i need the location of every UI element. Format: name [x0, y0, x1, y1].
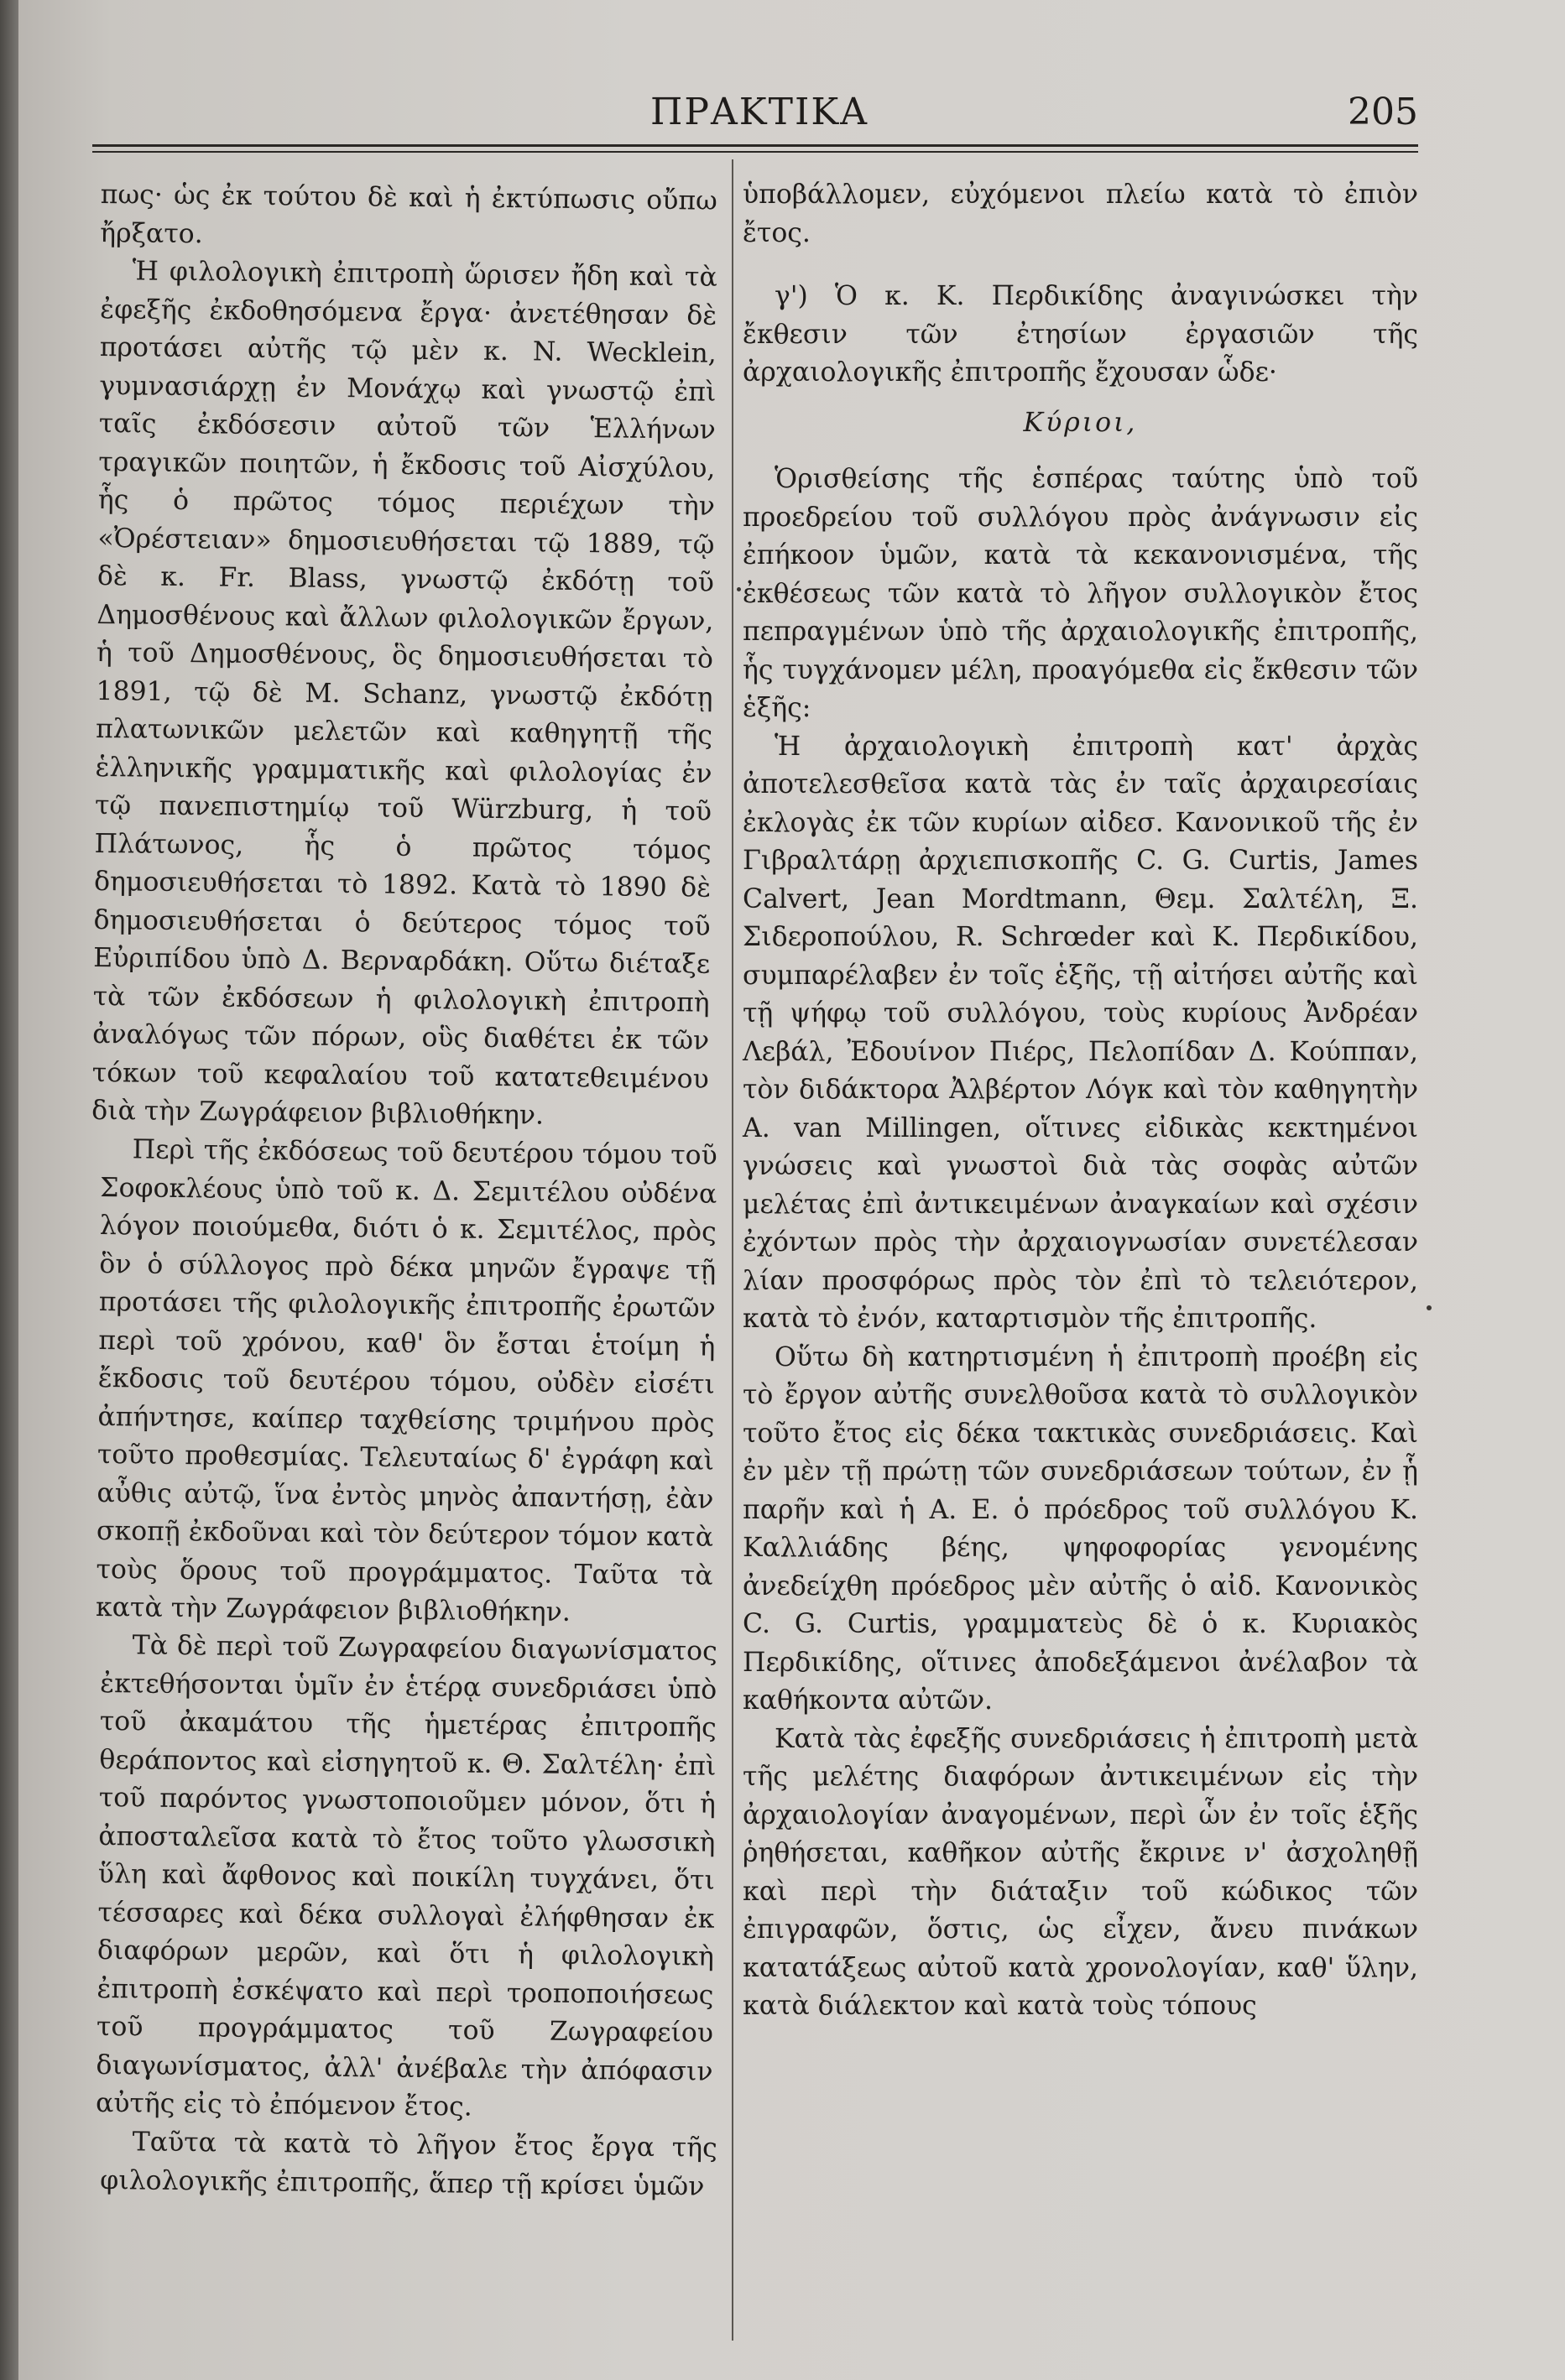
paragraph: Οὕτω δὴ κατηρτισμένη ἡ ἐπιτροπὴ προέβη εἰς τὸ ἔργον αὐτῆς συνελθοῦσα κατὰ τὸ συλλογικὸν τοῦτο ἔτος εἰς δέκα τακτικὰς συνεδριάσεις. Καὶ ἐν μὲν τῇ πρώτῃ τῶν συνεδριάσεων τούτων, ἐν ᾗ παρῆν καὶ ἡ Α. Ε. ὁ πρόεδρος τοῦ συλλόγου Κ. Καλλιάδης βέης, ψηφοφορίας γενομένης ἀνεδείχθη πρόεδρος μὲν αὐτῆς ὁ αἰδ. Κανονικὸς C. G. Curtis, γραμματεὺς δὲ ὁ κ. Κυριακὸς Περδικίδης, οἵτινες ἀποδεξάμενοι ἀνέλαβον τὰ καθήκοντα αὐτῶν.	[743, 1341, 1418, 1716]
report-intro: γ') Ὁ κ. Κ. Περδικίδης ἀναγινώσκει τὴν ἔκθεσιν τῶν ἐτησίων ἐργασιῶν τῆς ἀρχαιολογικῆς ἐπιτροπῆς ἔχουσαν ὧδε·	[743, 281, 1418, 388]
left-column	[91, 174, 717, 2201]
running-title: ΠΡΑΚΤΙΚΑ	[650, 91, 869, 133]
paragraph: Ἡ φιλολογικὴ ἐπιτροπὴ ὥρισεν ἤδη καὶ τὰ ἐφεξῆς ἐκδοθησόμενα ἔργα· ἀνετέθησαν δὲ προτάσει αὐτῆς τῷ μὲν κ. N. Wecklein, γυμνασιάρχῃ ἐν Μονάχῳ καὶ γνωστῷ ἐπὶ ταῖς ἐκδόσεσιν αὐτοῦ τῶν Ἑλλήνων τραγικῶν ποιητῶν, ἡ ἔκδοσις τοῦ Αἰσχύλου, ἧς ὁ πρῶτος τόμος περιέχων τὴν «Ὀρέστειαν» δημοσιευθήσεται τῷ 1889, τῷ δὲ κ. Fr. Blass, γνωστῷ ἐκδότῃ τοῦ Δημοσθένους καὶ ἄλλων φιλολογικῶν ἔργων, ἡ τοῦ Δημοσθένους, ὃς δημοσιευθήσεται τὸ 1891, τῷ δὲ M. Schanz, γνωστῷ ἐκδότῃ πλατωνικῶν μελετῶν καὶ καθηγητῇ τῆς ἑλληνικῆς γραμματικῆς καὶ φιλολογίας ἐν τῷ πανεπιστημίῳ τοῦ Würzburg, ἡ τοῦ Πλάτωνος, ἧς ὁ πρῶτος τόμος δημοσιευθήσεται τὸ 1892. Κατὰ τὸ 1890 δὲ δημοσιευθήσεται ὁ δεύτερος τόμος τοῦ Εὐριπίδου ὑπὸ Δ. Βερναρδάκη. Οὕτω διέταξε τὰ τῶν ἐκδόσεων ἡ φιλολογικὴ ἐπιτροπὴ ἀναλόγως τῶν πόρων, οὓς διαθέτει ἐκ τῶν τόκων τοῦ κεφαλαίου τοῦ κατατεθειμένου διὰ τὴν Ζωγράφειον βιβλιοθήκην.	[91, 256, 717, 1131]
ink-speck	[737, 587, 741, 591]
page-header	[101, 91, 1418, 141]
book-spine-edge	[0, 0, 18, 2380]
paragraph: πως· ὡς ἐκ τούτου δὲ καὶ ἡ ἐκτύπωσις οὔπω ἤρξατο.	[100, 179, 717, 249]
paragraph: Ὁρισθείσης τῆς ἑσπέρας ταύτης ὑπὸ τοῦ προεδρείου τοῦ συλλόγου πρὸς ἀνάγνωσιν εἰς ἐπήκοον ὑμῶν, κατὰ τὰ κεκανονισμένα, τῆς ἐκθέσεως τῶν κατὰ τὸ λῆγον συλλογικὸν ἔτος πεπραγμένων ὑπὸ τῆς ἀρχαιολογικῆς ἐπιτροπῆς, ἧς τυγχάνομεν μέλη, προαγόμεθα εἰς ἔκθεσιν τῶν ἑξῆς:	[743, 464, 1418, 723]
salutation: Κύριοι,	[1023, 407, 1138, 438]
column-divider	[732, 159, 733, 2341]
paragraph: Ταῦτα τὰ κατὰ τὸ λῆγον ἔτος ἔργα τῆς φιλολογικῆς ἐπιτροπῆς, ἅπερ τῇ κρίσει ὑμῶν	[100, 2126, 717, 2201]
continuation-text: ὑποβάλλομεν, εὐχόμενοι πλείω κατὰ τὸ ἐπιὸν ἔτος.	[743, 180, 1418, 248]
ink-speck	[1427, 1305, 1432, 1310]
paragraph: Τὰ δὲ περὶ τοῦ Ζωγραφείου διαγωνίσματος ἐκτεθήσονται ὑμῖν ἐν ἑτέρᾳ συνεδριάσει ὑπὸ τοῦ ἀκαμάτου τῆς ἡμετέρας ἐπιτροπῆς θεράποντος καὶ εἰσηγητοῦ κ. Θ. Σαλτέλη· ἐπὶ τοῦ παρόντος γνωστοποιοῦμεν μόνον, ὅτι ἡ ἀποσταλεῖσα κατὰ τὸ ἔτος τοῦτο γλωσσικὴ ὕλη καὶ ἄφθονος καὶ ποικίλη τυγχάνει, ὅτι τέσσαρες καὶ δέκα συλλογαὶ ἐλήφθησαν ἐκ διαφόρων μερῶν, καὶ ὅτι ἡ φιλολογικὴ ἐπιτροπὴ ἐσκέψατο καὶ περὶ τροποποιήσεως τοῦ προγράμματος τοῦ Ζωγραφείου διαγωνίσματος, ἀλλ' ἀνέβαλε τὴν ἀπόφασιν αὐτῆς εἰς τὸ ἐπόμενον ἔτος.	[95, 1630, 717, 2122]
header-rule-thin	[92, 151, 1418, 153]
paragraph: Κατὰ τὰς ἐφεξῆς συνεδριάσεις ἡ ἐπιτροπὴ μετὰ τῆς μελέτης διαφόρων ἀντικειμένων εἰς τὴν ἀρχαιολογίαν ἀναγομένων, περὶ ὧν ἐν τοῖς ἑξῆς ῥηθήσεται, καθῆκον αὐτῆς ἔκρινε ν' ἀσχοληθῇ καὶ περὶ τὴν διάταξιν τοῦ κώδικος τῶν ἐπιγραφῶν, ὅστις, ὡς εἶχεν, ἄνευ πινάκων κατατάξεως αὐτοῦ κατὰ χρονολογίαν, καθ' ὕλην, κατὰ διάλεκτον καὶ κατὰ τοὺς τόπους	[743, 1723, 1418, 2021]
header-rule	[92, 144, 1418, 147]
right-column	[743, 174, 1418, 2026]
page-number: 205	[1348, 91, 1418, 133]
paragraph: Ἡ ἀρχαιολογικὴ ἐπιτροπὴ κατ' ἀρχὰς ἀποτελεσθεῖσα κατὰ τὰς ἐν ταῖς ἀρχαιρεσίαις ἐκλογὰς ἐκ τῶν κυρίων αἰδεσ. Κανονικοῦ τῆς ἐν Γιβραλτάρῃ ἀρχιεπισκοπῆς C. G. Curtis, James Calvert, Jean Mordtmann, Θεμ. Σαλτέλη, Ξ. Σιδεροπούλου, R. Schrœder καὶ Κ. Περδικίδου, συμπαρέλαβεν ἐν τοῖς ἑξῆς, τῇ αἰτήσει αὐτῆς καὶ τῇ ψήφῳ τοῦ συλλόγου, τοὺς κυρίους Ἀνδρέαν Λεβάλ, Ἐδουίνον Πιέρς, Πελοπίδαν Δ. Κούππαν, τὸν διδάκτορα Ἀλβέρτον Λόγκ καὶ τὸν καθηγητὴν A. van Millingen, οἵτινες εἰδικὰς κεκτημένοι γνώσεις καὶ γνωστοὶ διὰ τὰς σοφὰς αὐτῶν μελέτας ἐπὶ ἀντικειμένων ἀναγκαίων καὶ σχέσιν ἐχόντων πρὸς τὴν ἀρχαιογνωσίαν συνετέλεσαν λίαν προσφόρως πρὸς τὸν ἐπὶ τὸ τελειότερον, κατὰ τὸ ἐνόν, καταρτισμὸν τῆς ἐπιτροπῆς.	[743, 731, 1418, 1334]
paragraph: Περὶ τῆς ἐκδόσεως τοῦ δευτέρου τόμου τοῦ Σοφοκλέους ὑπὸ τοῦ κ. Δ. Σεμιτέλου οὐδένα λόγον ποιούμεθα, διότι ὁ κ. Σεμιτέλος, πρὸς ὃν ὁ σύλλογος πρὸ δέκα μηνῶν ἔγραψε τῇ προτάσει τῆς φιλολογικῆς ἐπιτροπῆς ἐρωτῶν περὶ τοῦ χρόνου, καθ' ὃν ἔσται ἑτοίμη ἡ ἔκδοσις τοῦ δευτέρου τόμου, οὐδὲν εἰσέτι ἀπήντησε, καίπερ ταχθείσης τριμήνου πρὸς τοῦτο προθεσμίας. Τελευταίως δ' ἐγράφη καὶ αὖθις αὐτῷ, ἵνα ἐντὸς μηνὸς ἀπαντήσῃ, ἐὰν σκοπῇ ἐκδοῦναι καὶ τὸν δεύτερον τόμον κατὰ τοὺς ὅρους τοῦ προγράμματος. Ταῦτα τὰ κατὰ τὴν Ζωγράφειον βιβλιοθήκην.	[95, 1133, 717, 1627]
